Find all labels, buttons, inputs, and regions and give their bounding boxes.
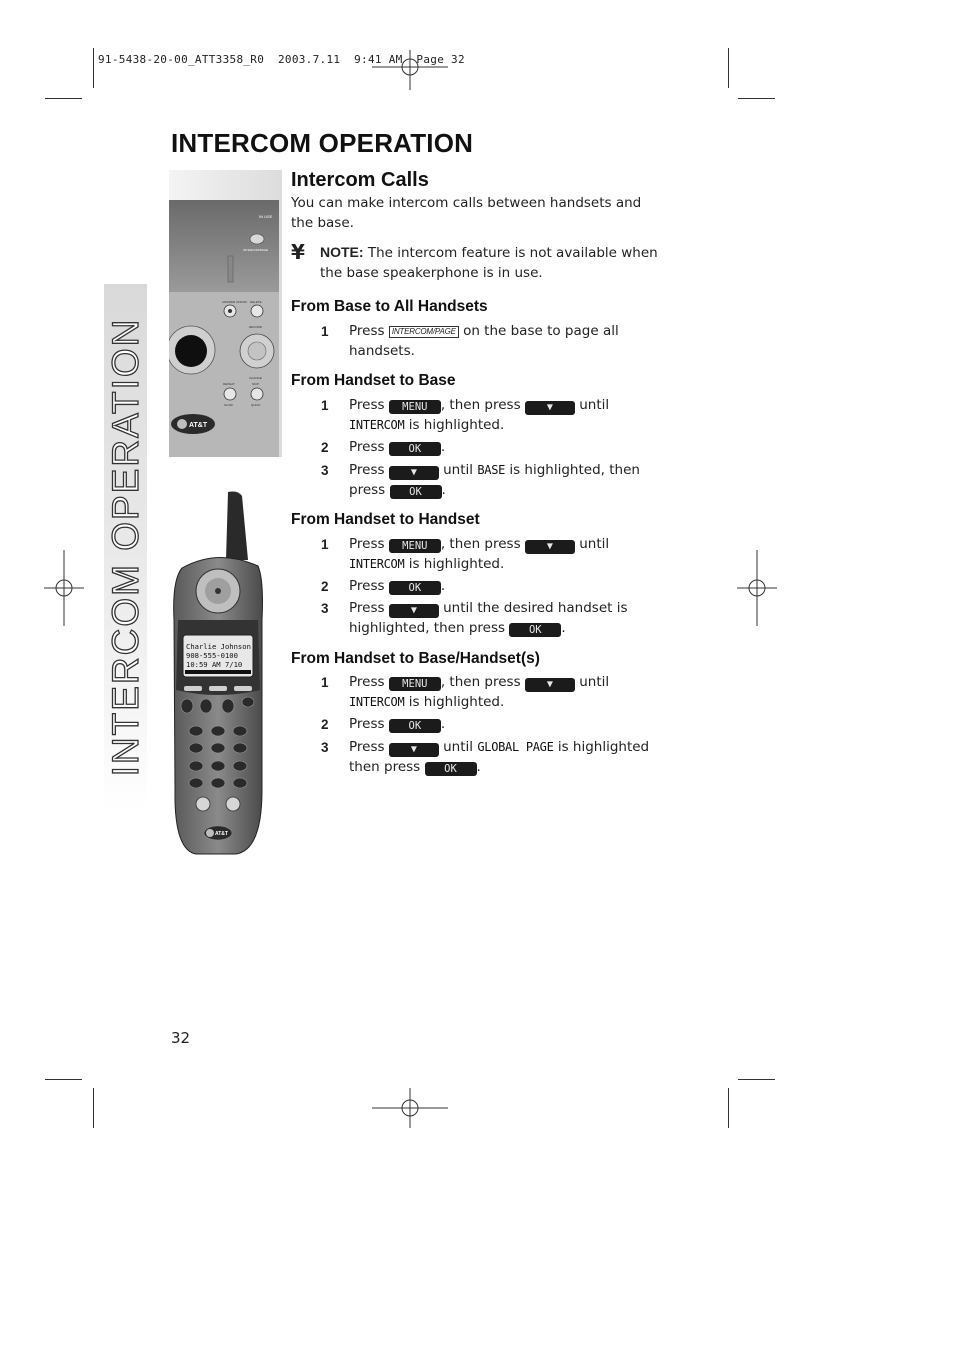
registration-mark-right	[737, 550, 777, 626]
handset-illustration	[172, 490, 264, 856]
menu-key: MENU	[389, 539, 441, 553]
base-label-quick: QUICK	[251, 403, 261, 407]
base-label-delete: DELETE	[250, 300, 262, 304]
heading-handset-to-base: From Handset to Base	[291, 372, 456, 389]
down-arrow-icon: ▼	[389, 604, 439, 618]
down-arrow-icon: ▼	[389, 743, 439, 757]
base-label-skip: SKIP	[252, 382, 259, 386]
registration-mark-left	[44, 550, 84, 626]
note-text: The intercom feature is not available when the base speakerphone is in use.	[320, 245, 658, 281]
ok-key: OK	[389, 581, 441, 595]
base-brand-logo: AT&T	[189, 422, 208, 429]
print-slug-line: 91-5438-20-00_ATT3358_R0 2003.7.11 9:41 AM Page 32	[98, 53, 465, 66]
page-title: INTERCOM OPERATION	[171, 128, 474, 158]
ok-key: OK	[425, 762, 477, 776]
side-tab-label: INTERCOM OPERATION	[105, 317, 146, 777]
note-label: NOTE:	[320, 244, 364, 260]
heading-base-to-all: From Base to All Handsets	[291, 298, 488, 315]
intercom-page-key: INTERCOM/PAGE	[389, 326, 459, 338]
menu-key: MENU	[389, 400, 441, 414]
ok-key: OK	[509, 623, 561, 637]
registration-mark-top	[372, 50, 448, 90]
registration-mark-bottom	[372, 1088, 448, 1128]
ok-key: OK	[389, 442, 441, 456]
base-label-slow: SLOW	[224, 403, 233, 407]
down-arrow-icon: ▼	[525, 678, 575, 692]
base-label-in-use: IN USE	[259, 214, 273, 219]
note-icon: ¥	[291, 240, 305, 264]
base-unit-illustration	[169, 170, 282, 457]
down-arrow-icon: ▼	[389, 466, 439, 480]
page-number: 32	[171, 1029, 191, 1047]
menu-key: MENU	[389, 677, 441, 691]
handset-screen-line3: 10:59 AM 7/10	[186, 660, 243, 669]
down-arrow-icon: ▼	[525, 401, 575, 415]
base-label-answer: ANSWER ON/OFF	[222, 300, 248, 304]
section-title: Intercom Calls	[291, 169, 429, 191]
note-block	[291, 240, 663, 283]
handset-brand-logo: AT&T	[215, 831, 228, 837]
ok-key: OK	[389, 719, 441, 733]
base-label-repeat: REPEAT	[223, 382, 235, 386]
base-label-intercom-page: INTERCOM/PAGE	[243, 248, 268, 252]
heading-handset-to-handset: From Handset to Handset	[291, 511, 480, 528]
ok-key: OK	[390, 485, 442, 499]
intro-paragraph: You can make intercom calls between handsets and the base.	[291, 195, 642, 231]
base-label-change: CHANGE	[249, 376, 262, 380]
base-label-record: RECORD	[249, 325, 263, 329]
heading-handset-to-base-handsets: From Handset to Base/Handset(s)	[291, 650, 540, 667]
handset-screen-line1: Charlie Johnson	[186, 642, 251, 651]
handset-screen-line2: 908-555-0100	[186, 651, 238, 660]
down-arrow-icon: ▼	[525, 540, 575, 554]
